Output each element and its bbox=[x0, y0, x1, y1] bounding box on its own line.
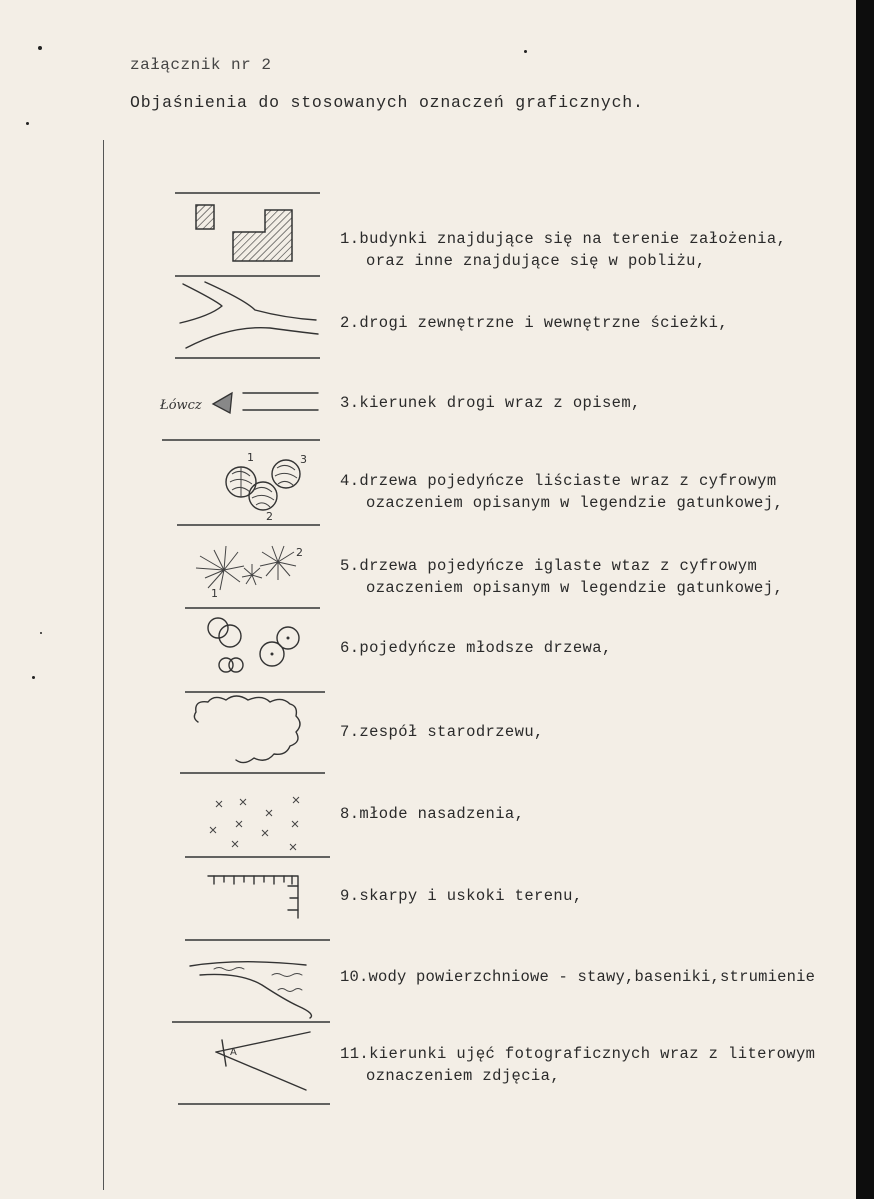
water-symbol bbox=[190, 962, 312, 1018]
road-direction-label: Łówcz bbox=[160, 398, 202, 413]
legend-item-buildings: 1.budynki znajdujące się na terenie założenia, oraz inne znajdujące się w pobliżu, bbox=[340, 230, 787, 270]
young-planting-symbol bbox=[210, 797, 299, 850]
conifer-number-label: 1 bbox=[211, 587, 218, 600]
legend-item-escarpments: 9.skarpy i uskoki terenu, bbox=[340, 887, 583, 905]
tree-number-label: 2 bbox=[266, 510, 273, 523]
document-title: Objaśnienia do stosowanych oznaczeń graficznych. bbox=[130, 93, 644, 112]
photo-letter-label: A bbox=[230, 1047, 237, 1058]
scan-speck bbox=[524, 50, 527, 53]
building-symbol bbox=[196, 205, 292, 261]
tree-number-label: 1 bbox=[247, 451, 254, 464]
legend-item-conifers: 5.drzewa pojedyńcze iglaste wtaz z cyfrowym ozaczeniem opisanym w legendzie gatunkowej, bbox=[340, 557, 784, 597]
scan-speck bbox=[26, 122, 29, 125]
road-direction-symbol bbox=[213, 393, 318, 413]
attachment-caption: załącznik nr 2 bbox=[130, 56, 272, 74]
escarpment-symbol bbox=[208, 876, 298, 918]
old-tree-group-symbol bbox=[194, 696, 300, 763]
legend-item-photo-directions: 11.kierunki ujęć fotograficznych wraz z literowym oznaczeniem zdjęcia, bbox=[340, 1045, 816, 1085]
deciduous-tree-symbol bbox=[226, 460, 300, 510]
conifer-tree-symbol bbox=[196, 546, 296, 590]
conifer-number-label: 2 bbox=[296, 546, 303, 559]
scan-speck bbox=[32, 676, 35, 679]
tree-number-label: 3 bbox=[300, 453, 307, 466]
legend-item-young-trees: 6.pojedyńcze młodsze drzewa, bbox=[340, 639, 612, 657]
legend-item-deciduous-trees: 4.drzewa pojedyńcze liściaste wraz z cyfrowym ozaczeniem opisanym w legendzie gatunkowej, bbox=[340, 472, 784, 512]
legend-item-old-tree-group: 7.zespół starodrzewu, bbox=[340, 723, 544, 741]
road-symbol bbox=[180, 282, 318, 348]
legend-item-young-plantings: 8.młode nasadzenia, bbox=[340, 805, 525, 823]
scan-speck bbox=[40, 632, 42, 634]
legend-item-roads: 2.drogi zewnętrzne i wewnętrzne ścieżki, bbox=[340, 314, 729, 332]
photo-direction-symbol bbox=[216, 1032, 310, 1090]
scan-speck bbox=[38, 46, 42, 50]
legend-item-water: 10.wody powierzchniowe - stawy,baseniki,strumienie bbox=[340, 968, 816, 986]
legend-item-road-direction: 3.kierunek drogi wraz z opisem, bbox=[340, 394, 641, 412]
young-tree-symbol bbox=[208, 618, 299, 672]
